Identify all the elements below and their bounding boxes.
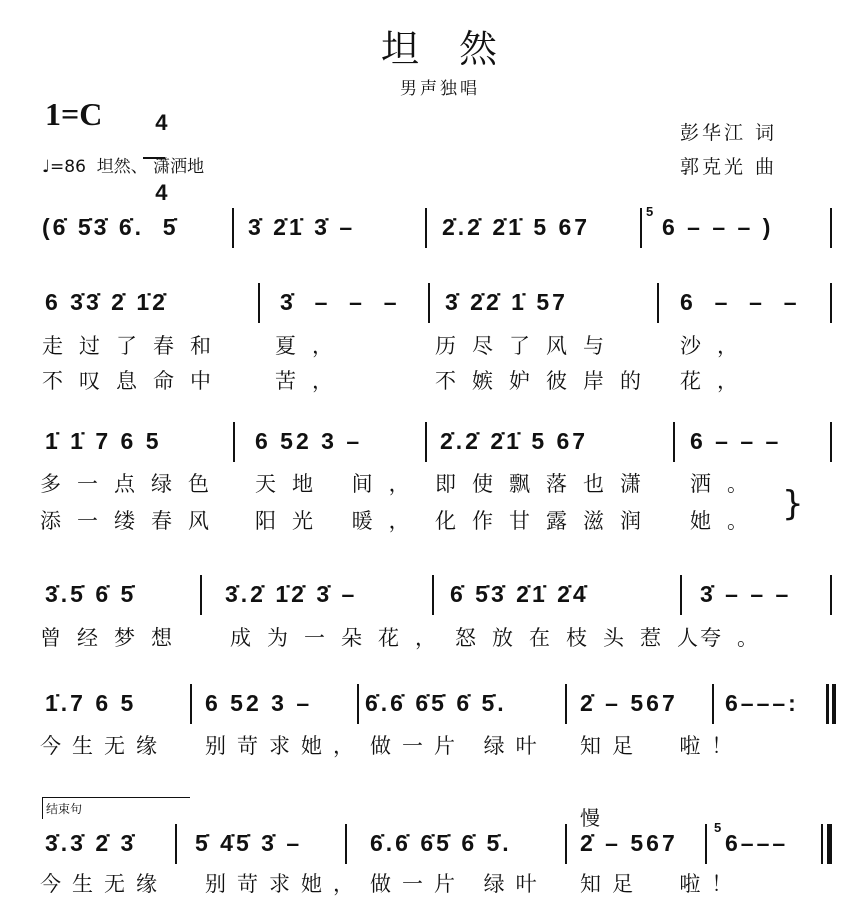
lyric-segment: 添一缕春风 [40,509,225,533]
lyric-segment: 历尽了风与 [435,334,620,358]
composer-credit: 郭克光 曲 [680,156,778,178]
lyric-segment: 做一片 绿叶 [370,734,548,758]
time-signature [143,90,168,205]
measure: 1̇.7 6 5 [45,690,137,716]
measure: 3̇ – – – [700,581,792,607]
barline [258,283,260,323]
barline [190,684,192,724]
lyric-segment: 做一片 绿叶 [370,872,548,896]
measure: 6̇.6̇ 6̇5̇ 6̇ 5̇. [370,830,512,856]
measure: (6̇ 5̇3̇ 6̇. 5̇ [42,214,179,240]
measure: 6–––: [725,690,799,716]
tempo-slow-mark: 慢 [580,806,600,830]
measure: 6––– [725,830,789,856]
ending-bracket: 结束句 [42,797,190,819]
lyric-segment: 洒。 [690,472,764,496]
lyric-segment: 化作甘露滋润 [435,509,657,533]
barline [425,422,427,462]
lyric-segment: 不叹息命中 [42,369,227,393]
measure: 6 – – – ) [662,214,774,240]
barline [673,422,675,462]
barline [830,575,832,615]
barline [830,283,832,323]
lyric-segment: 知足 啦！ [580,872,744,896]
barline [565,684,567,724]
lyric-segment: 走过了春和 [42,334,227,358]
measure: 3̇ 2̇1̇ 3̇ – [248,214,356,240]
barline [357,684,359,724]
measure: 3̇.2̇ 1̇2̇ 3̇ – [225,581,358,607]
barline [680,575,682,615]
measure: 6̇.6̇ 6̇5̇ 6̇ 5̇. [365,690,507,716]
lyric-segment: 怒放在枝头惹人 [455,626,714,650]
barline [657,283,659,323]
barline [233,422,235,462]
lyric-segment: 苦， [275,369,349,393]
key-signature: 1=C [45,96,103,132]
barline [565,824,567,864]
measure: 2̇ – 567 [580,830,678,856]
measure: 6 52 3 – [255,428,363,454]
measure: 3̇ – – – [280,289,400,315]
measure: 6 3̇3̇ 2̇ 1̇2̇ [45,289,168,315]
lyricist-credit: 彭华江 词 [680,122,778,144]
lyric-segment: 沙， [680,334,754,358]
barline [432,575,434,615]
grace-note: 5 [714,820,722,835]
barline [425,208,427,248]
lyric-segment: 成为一朵花， [230,626,452,650]
barline [428,283,430,323]
lyric-segment: 别苛求她， [205,734,365,758]
lyric-segment: 别苛求她， [205,872,365,896]
lyric-segment: 花， [680,369,754,393]
time-signature-bottom: 4 [155,180,168,205]
barline [712,684,714,724]
performance-type: 男声独唱 [400,79,480,99]
barline [200,575,202,615]
barline [232,208,234,248]
measure: 1̇ 1̇ 7 6 5 [45,428,162,454]
lyric-segment: 她。 [690,509,764,533]
measure: 6 – – – [680,289,800,315]
measure: 6 – – – [690,428,782,454]
measure: 2̇ – 567 [580,690,678,716]
lyric-segment: 不嫉妒彼岸的 [435,369,657,393]
lyric-segment: 即使飘落也潇 [435,472,657,496]
lyric-segment: 今生无缘 [40,734,168,758]
lyric-segment: 曾经梦想 [40,626,188,650]
measure: 3̇.3̇ 2̇ 3̇ [45,830,137,856]
measure: 3̇ 2̇2̇ 1̇ 57 [445,289,568,315]
measure: 6 52 3 – [205,690,313,716]
time-signature-top: 4 [155,110,168,135]
verse-brace: } [782,484,804,524]
grace-note: 5 [646,204,654,219]
lyric-segment: 多一点绿色 [40,472,225,496]
measure: 3̇.5̇ 6̇ 5̇ [45,581,137,607]
final-barline [826,684,829,724]
measure: 2̇.2̇ 2̇1̇ 5 67 [440,428,589,454]
lyric-segment: 阳光 暖， [255,509,426,533]
final-barline [827,824,832,864]
lyric-segment: 夸。 [700,626,774,650]
tempo-marking: ♩=86 坦然、 潇洒地 [42,157,205,177]
final-barline [821,824,823,864]
barline [830,208,832,248]
lyric-segment: 天地 间， [255,472,426,496]
barline [830,422,832,462]
barline [175,824,177,864]
barline [705,824,707,864]
song-title: 坦 然 [380,27,512,71]
lyric-segment: 知足 啦！ [580,734,744,758]
barline [640,208,642,248]
final-barline [832,684,836,724]
measure: 2̇.2̇ 2̇1̇ 5 67 [442,214,591,240]
lyric-segment: 今生无缘 [40,872,168,896]
measure: 6̇ 5̇3̇ 2̇1̇ 2̇4̇ [450,581,589,607]
lyric-segment: 夏， [275,334,349,358]
measure: 5̇ 4̇5̇ 3̇ – [195,830,303,856]
barline [345,824,347,864]
